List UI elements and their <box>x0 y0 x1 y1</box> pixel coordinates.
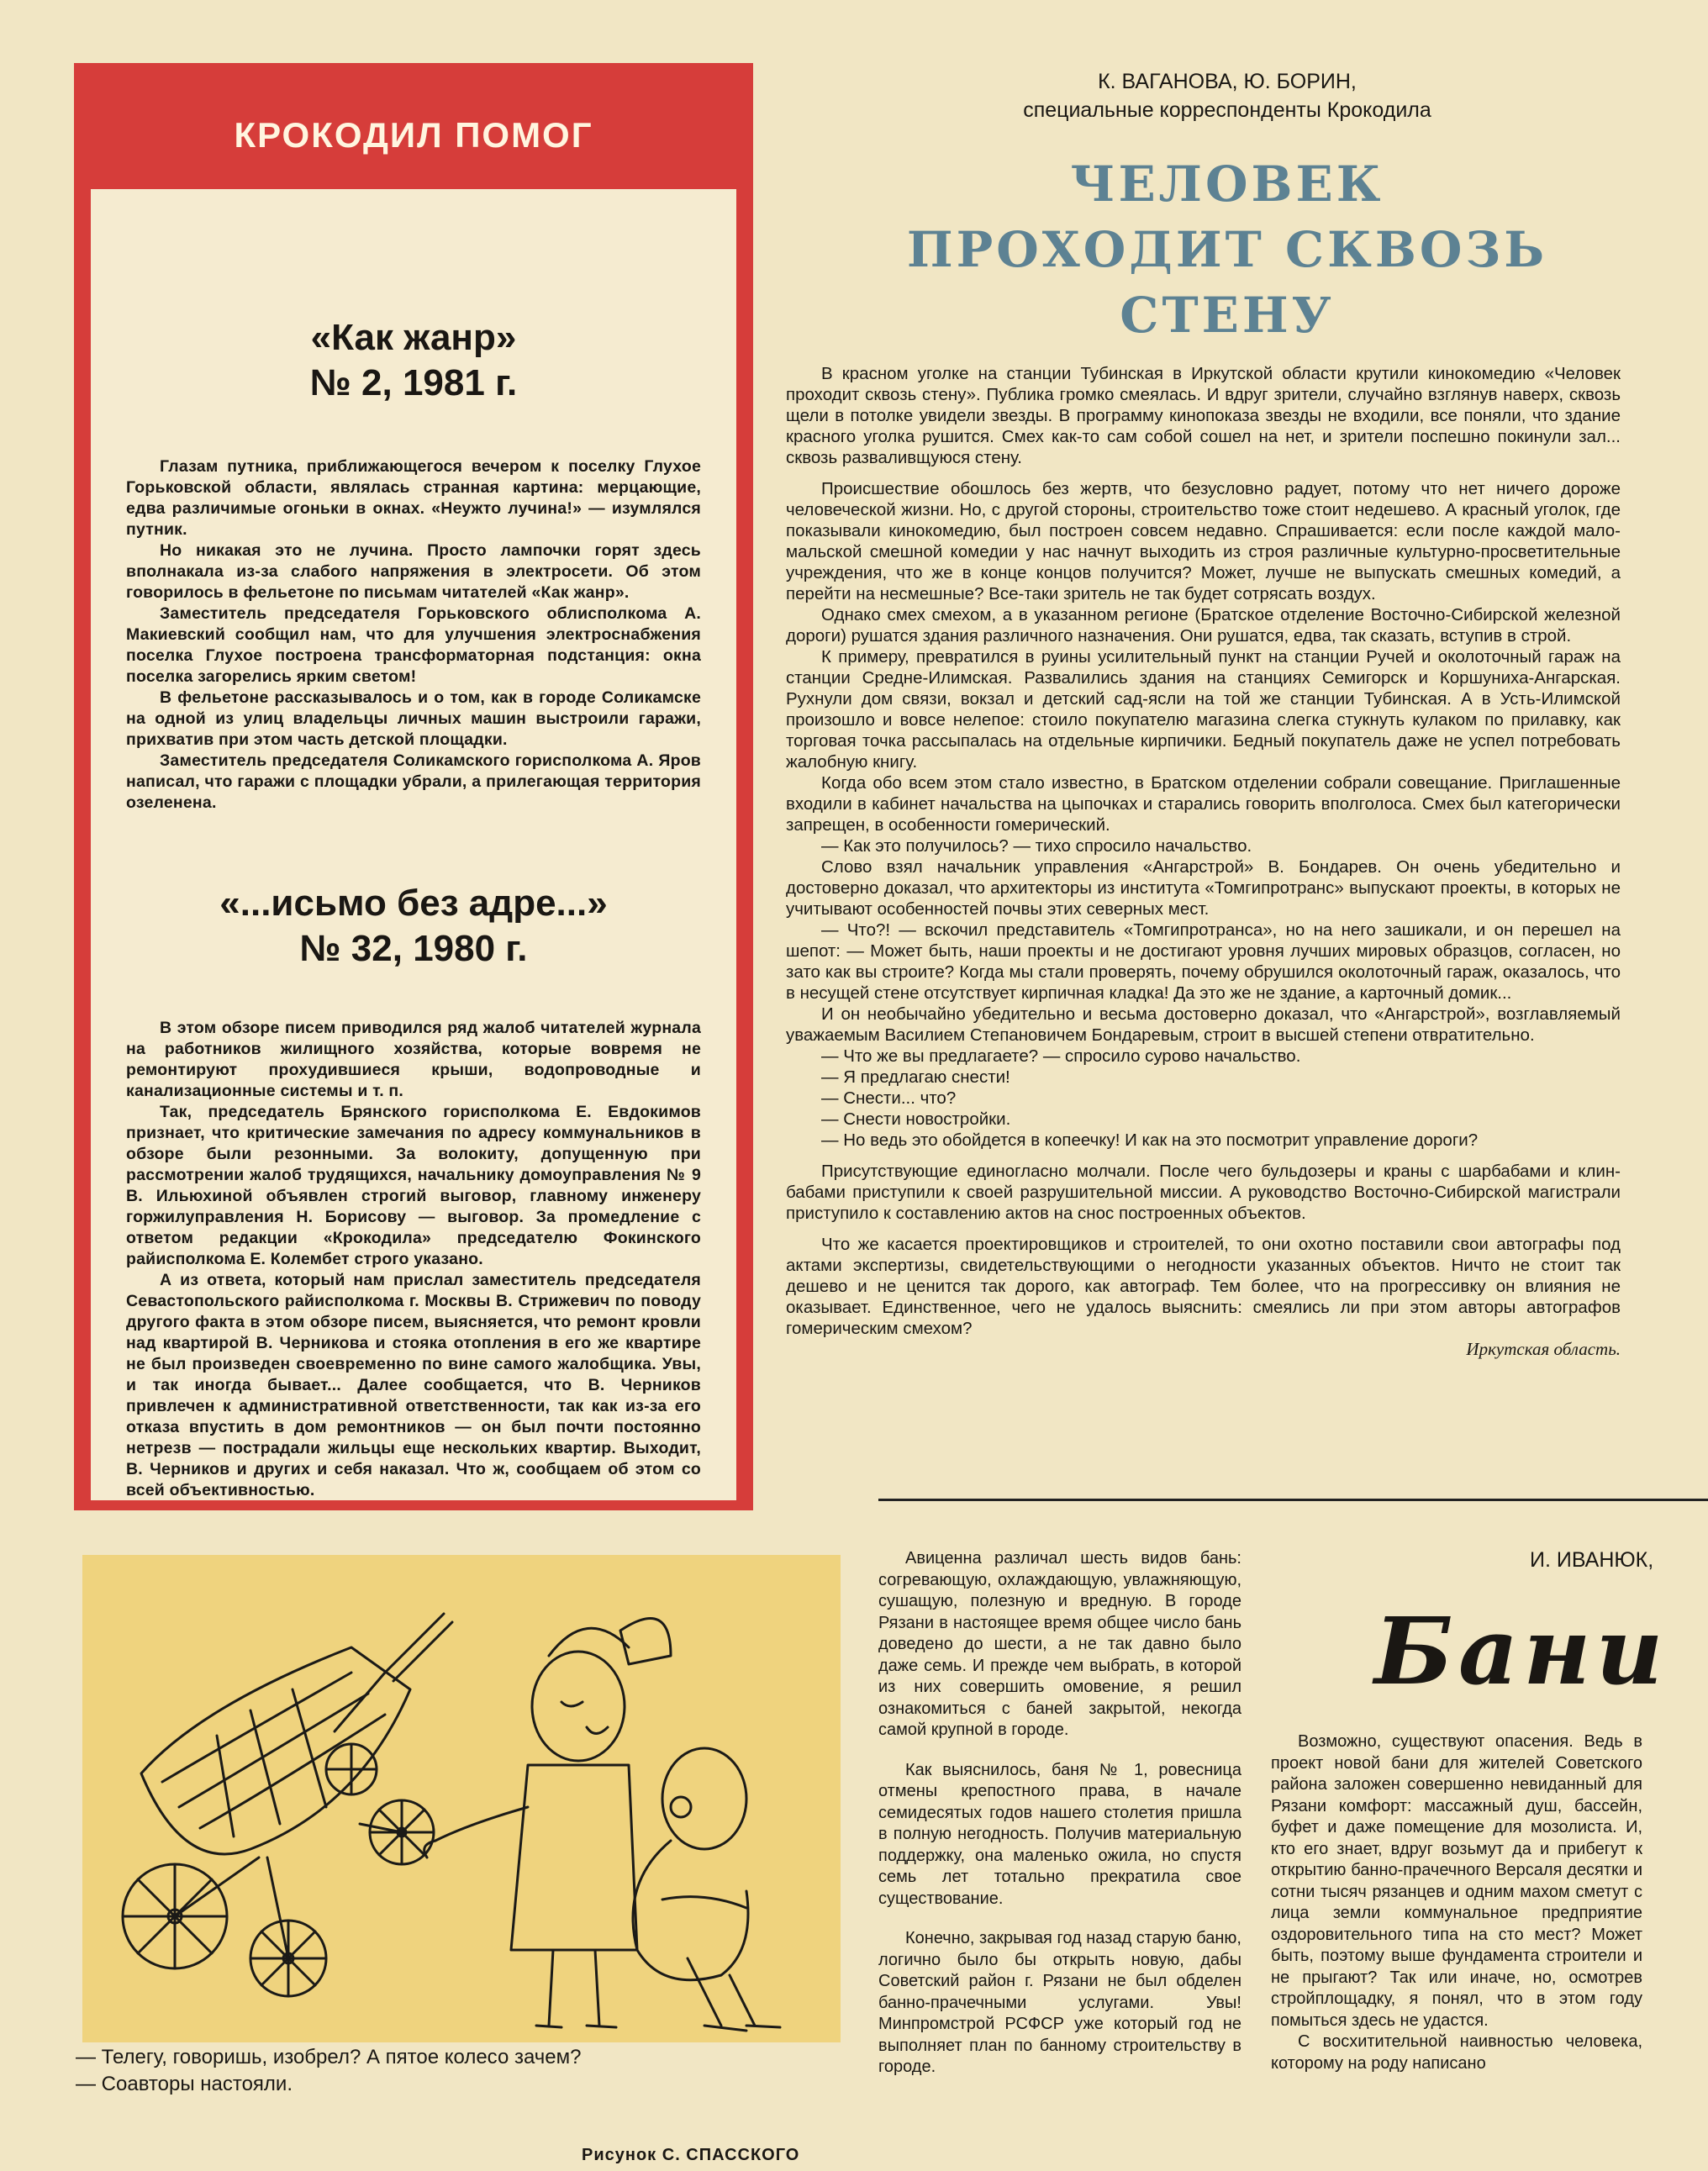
paragraph: К примеру, превратился в руины усилительный пункт на станции Ручей и околоточный гараж на станции Средне-Илимская. Развалились здания на станциях Семигорск и Коршуниха-Ангарская. Рухнули дом связи, вокзал и детский сад-ясли на той же станции Тубинская. А в Усть-Илимской произошло и вовсе нелепое: стоило покупателю магазина слегка стукнуть кулаком по прилавку, как торговая точка рассыпалась на отдельные кирпичики. Бедный покупатель даже не успел потребовать жалобную книгу. <box>786 647 1621 772</box>
paragraph: В красном уголке на станции Тубинская в Иркутской области крутили кинокомедию «Человек проходит сквозь стену». Публика громко смеялась. И вдруг зрители, случайно взглянув наверх, сквозь щели в потолке увидели звезды. В программу кинопоказа звезды не входили, все поняли, что здание красного уголка рушится. Смех как-то сам собой сошел на нет, и зрители поспешно покинули зал... сквозь разваливщуюся стену. <box>786 364 1621 467</box>
headline-line: СТЕНУ <box>1120 287 1335 344</box>
caption-line: — Соавторы настояли. <box>76 2073 293 2095</box>
article-place: Иркутская область. <box>1466 1339 1621 1359</box>
headline-line: ЧЕЛОВЕК <box>1070 155 1384 213</box>
krokodil-helped-box <box>74 63 753 1510</box>
headline-line: ПРОХОДИТ СКВОЗЬ <box>906 221 1548 278</box>
paragraph: Конечно, закрывая год назад старую баню, логично было бы открыть новую, дабы Советский район г. Рязани не был обделен банно-прачечными услугами. Увы! Минпромстрой РСФСР уже который год не выполняет план по банному строительству в городе. <box>878 1929 1241 2076</box>
section1-text <box>126 456 701 814</box>
paragraph: — Снести новостройки. <box>821 1109 1011 1129</box>
box-inner-panel <box>91 189 736 1500</box>
section2-heading <box>126 881 701 972</box>
paragraph: — Но ведь это обойдется в копеечку! И как на это посмотрит управление дороги? <box>821 1130 1479 1150</box>
paragraph: — Что же вы предлагаете? — спросило сурово начальство. <box>821 1046 1301 1066</box>
paragraph: Как выяснилось, баня № 1, ровесница отмены крепостного права, в начале семидесятых годов нашего столетия пришла в полную негодность. Получив материальную поддержку, она маленько ожила, но спустя семь лет тотально прекратила свое существование. <box>878 1760 1241 1908</box>
paragraph: Происшествие обошлось без жертв, что безусловно радует, потому что нет ничего дороже человеческой жизни. Но, с другой стороны, строительство тоже стоит недешево. А красный уголок, где показывали кинокомедию, был построен совсем недавно. Спрашивается: если после каждой мало-мальской смешной комедии у нас начнут выходить из строя различные культурно-просветительные учреждения, что же в конце концов получится? Может, лучше не выпускать смешных комедий, а перейти на несмешные? Все-таки зритель не так будет сотрясать воздух. <box>786 479 1621 603</box>
paragraph: Заместитель председателя Соликамского горисполкома А. Яров написал, что гаражи с площадки убрали, а прилегающая территория озеленена. <box>126 751 701 812</box>
paragraph: Глазам путника, приближающегося вечером к поселку Глухое Горьковской области, являлась странная картина: мерцающие, едва различимые огоньки в окнах. «Неужто лучина!» — изумлялся путник. <box>126 457 701 539</box>
section1-title: «Как жанр» <box>310 317 517 358</box>
section2-issue: № 32, 1980 г. <box>299 928 528 969</box>
article-authors <box>807 67 1647 124</box>
paragraph: В этом обзоре писем приводился ряд жалоб читателей журнала на работников жилищного хозяйства, которые вовремя не ремонтируют прохудившиеся крыши, водопроводные и канализационные системы и т. п. <box>126 1019 701 1100</box>
paragraph: В фельетоне рассказывалось и о том, как в городе Соликамске на одной из улиц владельцы личных машин выстроили гаражи, прихватив при этом часть детской площадки. <box>126 688 701 749</box>
article-headline <box>807 151 1647 348</box>
paragraph: — Что?! — вскочил представитель «Томгипротранса», но на него зашикали, и он перешел на шепот: — Может быть, наши проекты и не достигают уровня лучших мировых образцов, согласен, но зато как вы строите? Когда мы стали проверять, почему обрушился околоточный гараж, оказалось, что в несущей стене отсутствует кирпичная кладка! Да это же не здание, а карточный домик... <box>786 920 1621 1003</box>
paragraph: — Снести... что? <box>821 1088 957 1108</box>
cartoon-caption <box>76 2044 832 2098</box>
paragraph: — Я предлагаю снести! <box>821 1067 1010 1087</box>
paragraph: Авиценна различал шесть видов бань: согревающую, охлаждающую, увлажняющую, сушащую, полезную и вредную. В городе Рязани в настоящее время общее число бань доведено до шести, а не так давно было даже семь. И прежде чем выбрать, в которой из них совершить омовение, я решил ознакомиться с баней закрытой, некогда самой крупной в городе. <box>878 1549 1241 1739</box>
article-body <box>786 363 1621 1360</box>
paragraph: И он необычайно убедительно и весьма достоверно доказал, что «Ангарстрой», возглавляемый уважаемым Василием Степановичем Бондаревым, строит в высшей степени отвратительно. <box>786 1004 1621 1045</box>
cartoon-drawing <box>82 1555 841 2042</box>
box-title: КРОКОДИЛ ПОМОГ <box>234 115 593 155</box>
paragraph: А из ответа, который нам прислал заместитель председателя Севастопольского райисполкома г. Москвы В. Стрижевич по поводу другого факта в этом обзоре писем, выясняется, что ремонт кровли над квартирой В. Черникова и стояка отопления в его же квартире не был произведен своевременно по вине самого жалобщика. Увы, и так иногда бывает... Далее сообщается, что В. Черников привлечен к административной ответственности, так как из-за его отказа впустить в дом ремонтников — он был почти постоянно нетрезв — пострадали жильцы еще нескольких квартир. Выходит, В. Черников и других и себя наказал. Что ж, сообщаем об этом со всей объективностью. <box>126 1271 701 1499</box>
cartoon-credit: Рисунок С. СПАССКОГО <box>582 2146 800 2164</box>
horizontal-rule <box>878 1499 1708 1501</box>
paragraph: — Как это получилось? — тихо спросило начальство. <box>821 836 1252 856</box>
section1-heading <box>126 315 701 406</box>
paragraph: Возможно, существуют опасения. Ведь в проект новой бани для жителей Советского района заложен совершенно невиданный для Рязани комфорт: массажный душ, бассейн, буфет и даже помещение для мозолиста. И, кто его знает, вдруг возьмут да и прибегут к открытию банно-прачечного Версаля десятки и сотни тысяч рязанцев и одним махом сметут с лица земли коммунальное предприятие оздоровительного типа на сто мест? Может быть, поэтому выше фундамента строители и не прыгают? Так или иначе, но, осмотрев стройплощадку, я понял, что в этом году помыться здесь не удастся. <box>1271 1732 1642 2030</box>
paragraph: Слово взял начальник управления «Ангарстрой» В. Бондарев. Он очень убедительно и достоверно доказал, что архитекторы из института «Томгипротранс» выпускают проекты, в которых не учитывают особенностей почвы этих северных мест. <box>786 857 1621 919</box>
paragraph: Но никакая это не лучина. Просто лампочки горят здесь вполнакала из-за слабого напряжения в электросети. Об этом говорилось в фельетоне по письмам читателей «Как жанр». <box>126 541 701 602</box>
caption-line: — Телегу, говоришь, изобрел? А пятое колесо зачем? <box>76 2046 582 2068</box>
paragraph: Однако смех смехом, а в указанном регионе (Братское отделение Восточно-Сибирской железной дороги) рушатся здания различного назначения. Они рушатся, едва, так сказать, вступив в строй. <box>786 605 1621 646</box>
paragraph: Когда обо всем этом стало известно, в Братском отделении собрали совещание. Приглашенные входили в кабинет начальства на цыпочках и старались говорить вполголоса. Смех был категорически запрещен, в особенности гомерический. <box>786 773 1621 835</box>
bath-author: И. ИВАНЮК, <box>1530 1548 1654 1572</box>
paragraph: Присутствующие единогласно молчали. После чего бульдозеры и краны с шарбабами и клин-бабами приступили к своей разрушительной миссии. А руководство Восточно-Сибирской магистрали приступило к составлению актов на снос построенных объектов. <box>786 1162 1621 1223</box>
paragraph: С восхитительной наивностью человека, которому на роду написано <box>1271 2032 1642 2073</box>
paragraph: Так, председатель Брянского горисполкома Е. Евдокимов признает, что критические замечания по адресу коммунальников в обзоре были резонными. За волокиту, допущенную при рассмотрении жалоб трудящихся, начальнику домоуправления № 9 В. Ильюхиной объявлен строгий выговор, главному инженеру горжилуправления Н. Борисову — выговор. За промедление с ответом редакции «Крокодила» председателю Фокинского райисполкома Е. Колембет строго указано. <box>126 1103 701 1268</box>
paragraph: Что же касается проектировщиков и строителей, то они охотно поставили свои автографы под актами экспертизы, свидетельствующими о негодности указанных объектов. Ничто не стоит так дешево и не ценится так дорого, как автограф. Тем более, что на прогрессивку он влияния не оказывает. Единственное, чего не удалось выяснить: смеялись ли при этом авторы автографов гомерическим смехом? <box>786 1235 1621 1338</box>
authors-role: специальные корреспонденты Крокодила <box>1023 98 1431 122</box>
section2-text <box>126 1018 701 1501</box>
authors-names: К. ВАГАНОВА, Ю. БОРИН, <box>1098 70 1357 93</box>
cartoon-illustration <box>82 1555 841 2042</box>
bath-column-right <box>1271 1731 1642 2074</box>
section2-title: «...исьмо без адре...» <box>219 883 608 924</box>
paragraph: Заместитель председателя Горьковского облисполкома А. Макиевский сообщил нам, что для улучшения электроснабжения поселка Глухое построена трансформаторная подстанция: окна поселка загорелись ярким светом! <box>126 604 701 686</box>
section1-issue: № 2, 1981 г. <box>309 362 518 403</box>
bath-title: Бани <box>1374 1597 1668 1705</box>
bath-column-left <box>878 1548 1241 2097</box>
